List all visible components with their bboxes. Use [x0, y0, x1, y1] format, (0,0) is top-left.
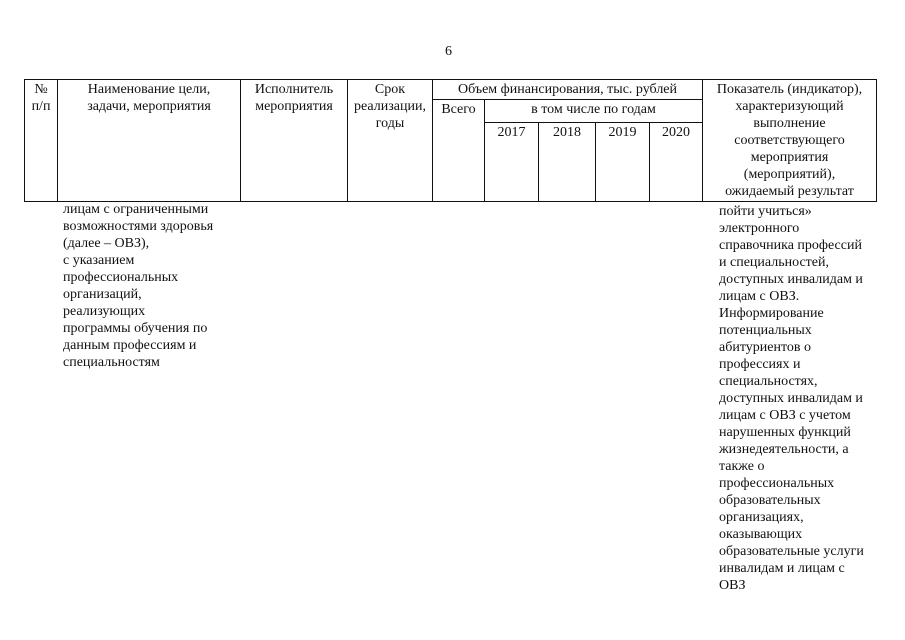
column-header-indicator: Показатель (индикатор), характеризующий выполнение соответствующего мероприятия (мероприятий), ожидаемый результат [703, 80, 877, 202]
column-header-year-2018: 2018 [539, 123, 596, 202]
column-header-total: Всего [433, 100, 485, 202]
page-number: 6 [445, 44, 452, 59]
column-header-by-years: в том числе по годам [485, 100, 703, 123]
column-header-number: № п/п [25, 80, 58, 202]
indicator-cell-text: пойти учиться» электронного справочника профессий и специальностей, доступных инвалидам и лицам с ОВЗ. Информирование потенциальных абитуриентов о профессиях и специальностях, доступных инвалидам и лицам с ОВЗ с учетом нарушенных функций жизнедеятельности, а также о профессиональных образовательных организациях, оказывающих образовательные услуги инвалидам и лицам с ОВЗ [719, 204, 864, 593]
program-table-header [24, 79, 877, 202]
column-header-year-2017: 2017 [485, 123, 539, 202]
column-header-funding: Объем финансирования, тыс. рублей [433, 80, 703, 100]
column-header-period: Срок реализации, годы [348, 80, 433, 202]
column-header-goal: Наименование цели, задачи, мероприятия [58, 80, 241, 202]
column-header-year-2019: 2019 [596, 123, 650, 202]
column-header-year-2020: 2020 [650, 123, 703, 202]
column-header-executor: Исполнитель мероприятия [241, 80, 348, 202]
goal-cell-text: лицам с ограниченными возможностями здоровья (далее – ОВЗ), с указанием профессиональных организаций, реализующих программы обучения по данным профессиям и специальностям [63, 202, 214, 370]
